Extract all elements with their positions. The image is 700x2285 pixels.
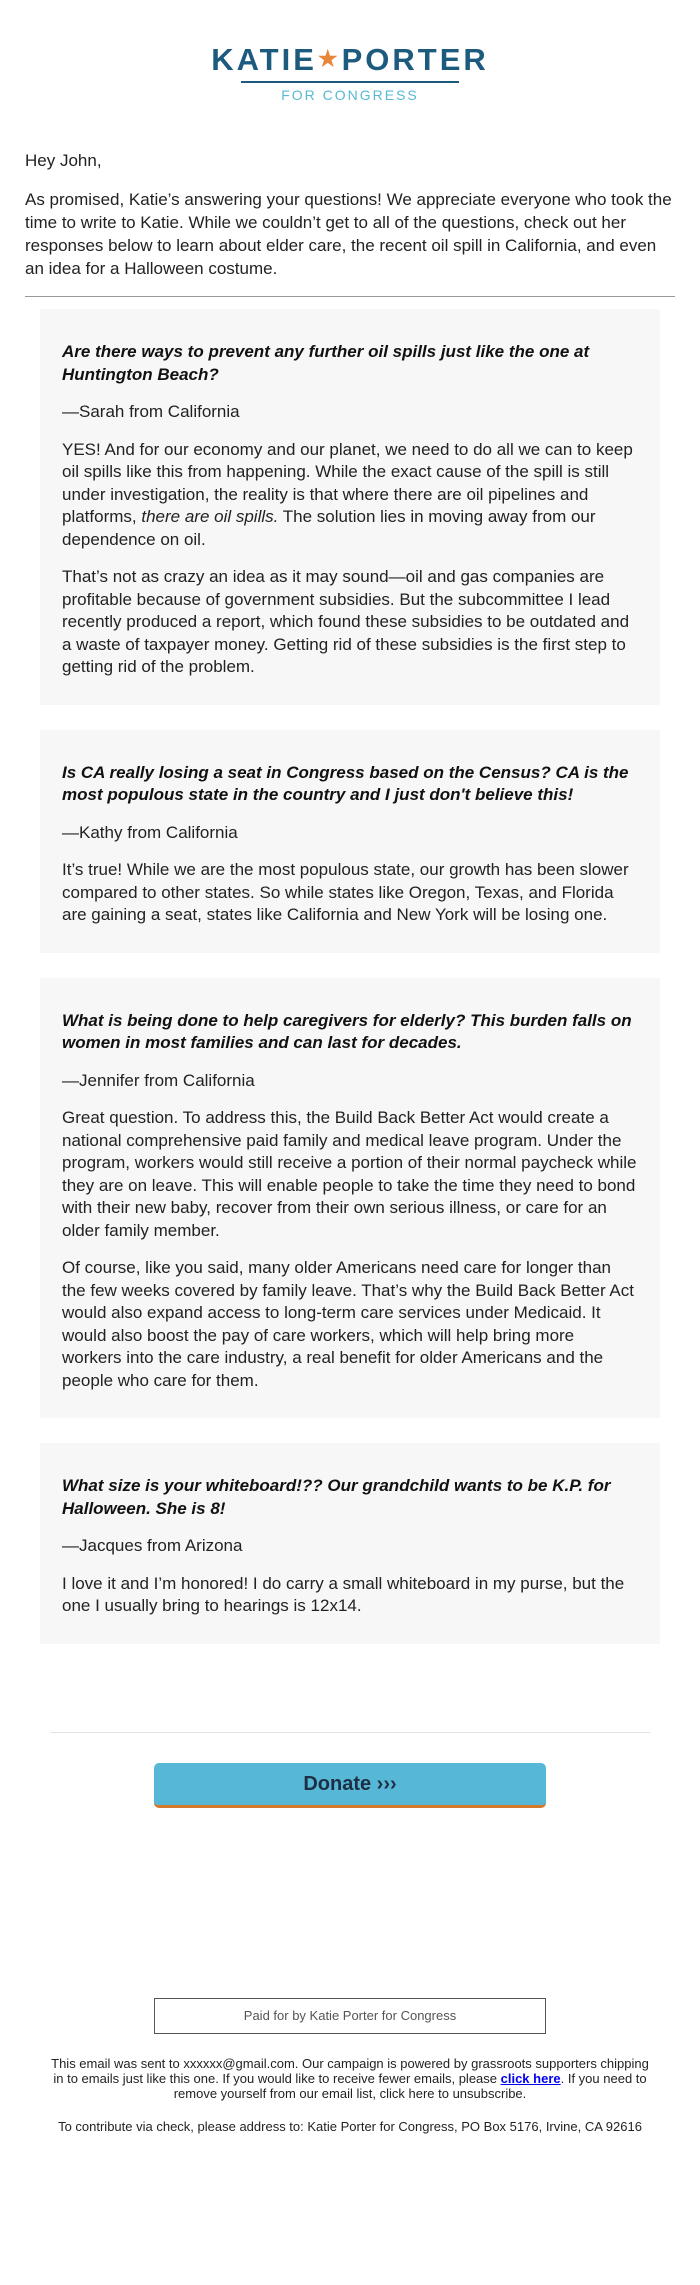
answer-paragraph xyxy=(62,439,638,552)
question-text: Are there ways to prevent any further oil spills just like the one at Huntington Beach? xyxy=(62,342,590,384)
intro-section xyxy=(0,149,700,280)
question-text: Is CA really losing a seat in Congress based on the Census? CA is the most populous state in the country and I just don't believe this! xyxy=(62,762,629,804)
answer-paragraph: Of course, like you said, many older Americans need care for longer than the few weeks covered by family leave. That’s why the Build Back Better Act would also expand access to long-term care services under Medicaid. It would also boost the pay of care workers, which will help bring more workers into the care industry, a real benefit for older Americans and the people who care for them. xyxy=(62,1258,634,1390)
greeting: Hey John, xyxy=(25,151,102,170)
answer-text: YES! And for our economy and our planet, we need to do all we can to keep oil spills like this from happening. While the exact cause of the spill is still under investigation, the reality is that where there are oil pipelines and platforms, xyxy=(62,439,633,526)
logo-subtitle: FOR CONGRESS xyxy=(281,87,419,103)
question-author: —Jennifer from California xyxy=(62,1070,255,1090)
question-author: —Jacques from Arizona xyxy=(62,1536,243,1555)
fewer-emails-link[interactable]: click here xyxy=(500,2070,561,2086)
paid-for-disclaimer: Paid for by Katie Porter for Congress xyxy=(154,1998,546,2034)
section-divider xyxy=(25,296,675,297)
star-icon: ★ xyxy=(317,46,341,71)
donate-button[interactable]: Donate ››› xyxy=(154,1763,546,1808)
donate-section xyxy=(0,1763,700,1808)
logo-last-name: PORTER xyxy=(341,42,489,77)
answer-paragraph: That’s not as crazy an idea as it may sound—oil and gas companies are profitable because of government subsidies. But the subcommittee I lead recently produced a report, which found these subsidies to be outdated and a waste of taxpayer money. Getting rid of these subsidies is the first step to getting rid of the problem. xyxy=(62,567,630,676)
answer-text: The solution lies in moving away from our dependence on oil. xyxy=(62,507,596,549)
answer-paragraph: I love it and I’m honored! I do carry a small whiteboard in my purse, but the one I usually bring to hearings is 12x14. xyxy=(62,1573,625,1615)
qa-card-census xyxy=(40,730,660,953)
qa-card-oil-spill xyxy=(40,309,660,705)
question-author: —Sarah from California xyxy=(62,402,240,421)
email-footer xyxy=(0,2056,700,2134)
logo-divider xyxy=(241,81,459,83)
answer-paragraph: Great question. To address this, the Build Back Better Act would create a national comprehensive paid family and medical leave program. Under the program, workers would still receive a portion of their normal paycheck while they are on leave. This will enable people to take the time they need to bond with their new baby, recover from their own serious illness, or care for an older family member. xyxy=(62,1108,637,1240)
qa-card-whiteboard xyxy=(40,1443,660,1644)
footer-notice xyxy=(50,2056,650,2101)
question-text: What is being done to help caregivers for elderly? This burden falls on women in most families and can last for decades. xyxy=(62,1010,632,1052)
check-address: To contribute via check, please address to: Katie Porter for Congress, PO Box 5176, Irvine, CA 92616 xyxy=(58,2118,642,2134)
footer-divider xyxy=(50,1732,650,1733)
answer-paragraph: It’s true! While we are the most populous state, our growth has been slower compared to other states. So while states like Oregon, Texas, and Florida are gaining a seat, states like California and New York will be losing one. xyxy=(62,860,629,924)
answer-emphasis: there are oil spills. xyxy=(141,507,279,526)
question-author: —Kathy from California xyxy=(62,822,238,842)
intro-paragraph: As promised, Katie’s answering your questions! We appreciate everyone who took the time to write to Katie. While we couldn’t get to all of the questions, check out her responses below to learn about elder care, the recent oil spill in California, and even an idea for a Halloween costume. xyxy=(25,190,672,278)
footer-unsubscribe-text: . If you need to remove yourself from our email list, click here to unsubscribe. xyxy=(173,2070,647,2101)
logo-wordmark xyxy=(0,44,700,79)
question-text: What size is your whiteboard!?? Our grandchild wants to be K.P. for Halloween. She is 8! xyxy=(62,1476,611,1518)
footer-notice-text: This email was sent to xxxxxx@gmail.com. Our campaign is powered by grassroots supporters chipping in to emails just like this one. If you would like to receive fewer emails, please xyxy=(51,2055,649,2086)
campaign-logo[interactable] xyxy=(0,0,700,103)
qa-card-caregivers xyxy=(40,978,660,1419)
logo-first-name: KATIE xyxy=(211,42,317,77)
